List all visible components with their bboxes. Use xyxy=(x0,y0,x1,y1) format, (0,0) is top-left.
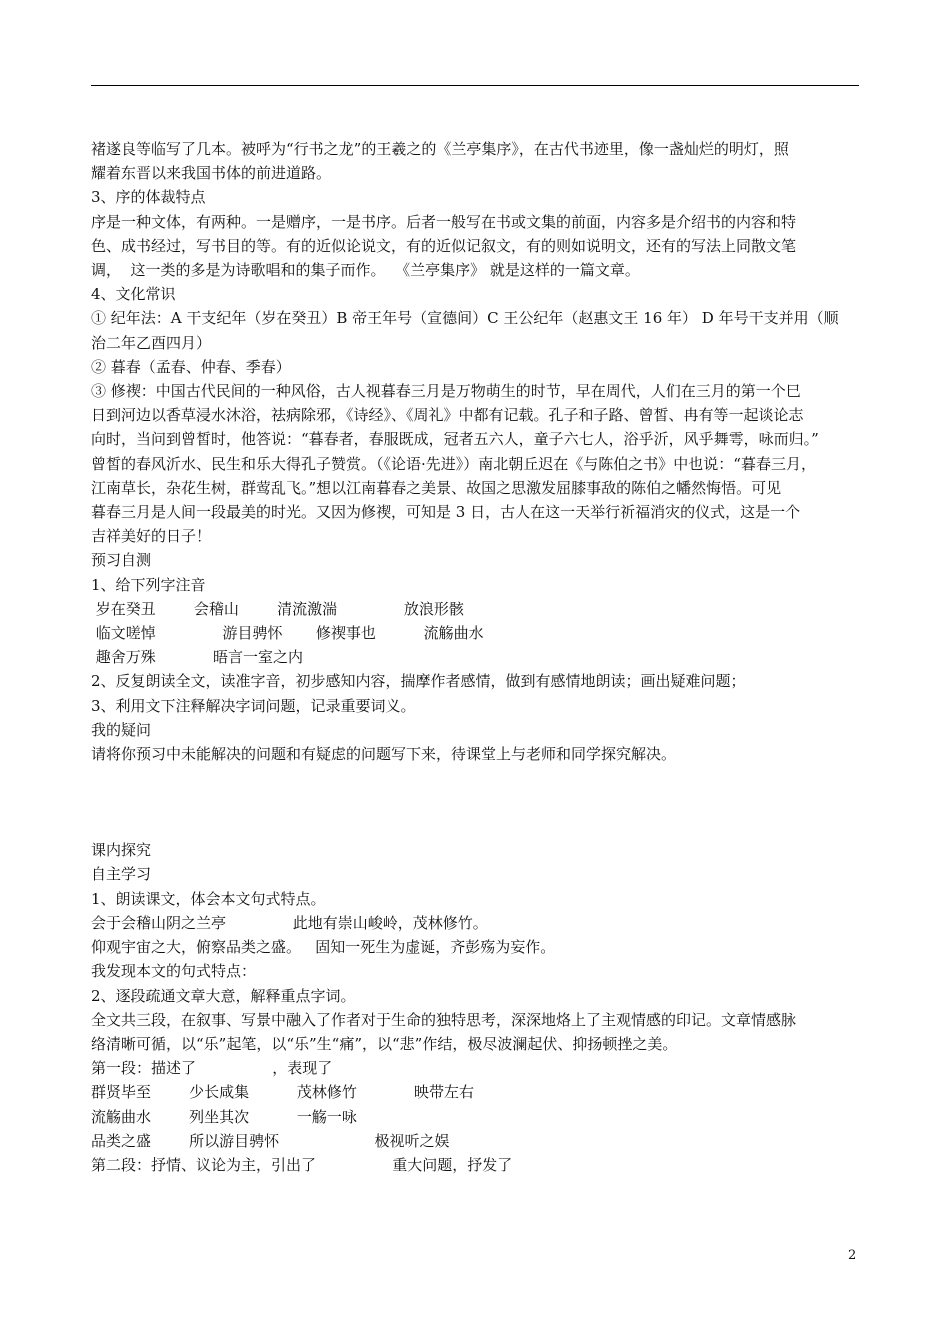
text-line: 曾皙的春风沂水、民生和乐大得孔子赞赏。（《论语·先进》）南北朝丘迟在《与陈伯之书》中也说：“暮春三月， xyxy=(91,454,816,473)
text-line: 江南草长，杂花生树，群莺乱飞。”想以江南暮春之美景、故国之思激发屈膝事敌的陈伯之幡然悔悟。可见 xyxy=(91,478,782,497)
text-line: 1、给下列字注音 xyxy=(91,575,206,594)
text-line: 流觞曲水 列坐其次 一觞一咏 xyxy=(91,1107,357,1126)
text-line: 3、序的体裁特点 xyxy=(91,188,206,207)
header-rule xyxy=(91,85,859,86)
text-line: ② 暮春（孟春、仲春、季春） xyxy=(91,357,291,376)
text-line: 治二年乙酉四月） xyxy=(91,333,212,352)
text-line: 日到河边以香草浸水沐浴，祛病除邪，《诗经》、《周礼》中都有记载。孔子和子路、曾皙、冉有等一起谈论志 xyxy=(91,406,804,425)
text-line: 趣舍万殊 晤言一室之内 xyxy=(91,648,303,667)
text-line: 褚遂良等临写了几本。被呼为“行书之龙”的王羲之的《兰亭集序》，在古代书迹里，像一盏灿烂的明灯，照 xyxy=(91,140,789,158)
text-line: 络清晰可循，以“乐”起笔，以“乐”生“痛”，以“悲”作结，极尽波澜起伏、抑扬顿挫之美。 xyxy=(91,1034,678,1053)
text-line: 自主学习 xyxy=(91,865,152,884)
section-gap xyxy=(91,766,863,838)
page-number: 2 xyxy=(848,1248,857,1263)
text-line: 耀着东晋以来我国书体的前进道路。 xyxy=(91,164,332,183)
text-line: 色、成书经过，写书目的等。有的近似论说文，有的近似记叙文，有的则如说明文，还有的写法上同散文笔 xyxy=(91,236,797,255)
text-line: 第一段：描述了 ，表现了 xyxy=(91,1059,333,1078)
text-line: 2、逐段疏通文章大意，解释重点字词。 xyxy=(91,986,356,1005)
text-line: 向时，当问到曾皙时，他答说：“暮春者，春服既成，冠者五六人，童子六七人，浴乎沂，风乎舞雩，咏而归。” xyxy=(91,430,819,449)
text-line: 全文共三段，在叙事、写景中融入了作者对于生命的独特思考，深深地烙上了主观情感的印记。文章情感脉 xyxy=(91,1010,797,1029)
text-line: 课内探究 xyxy=(91,841,152,860)
text-line: 群贤毕至 少长咸集 茂林修竹 映带左右 xyxy=(91,1083,475,1102)
text-line: 请将你预习中未能解决的问题和有疑虑的问题写下来，待课堂上与老师和同学探究解决。 xyxy=(91,745,677,764)
text-line: 会于会稽山阴之兰亭 此地有崇山峻岭，茂林修竹。 xyxy=(91,913,488,932)
text-line: 临文嗟悼 游目骋怀 修禊事也 流觞曲水 xyxy=(91,624,484,643)
text-line: 我的疑问 xyxy=(91,720,152,739)
text-line: ① 纪年法：A 干支纪年（岁在癸丑）B 帝王年号（宣德间）C 王公纪年（赵惠文王 16 年） D 年号干支并用（顺 xyxy=(91,309,839,328)
section-background xyxy=(91,137,863,766)
text-line: 仰观宇宙之大，俯察品类之盛。 固知一死生为虚诞，齐彭殇为妄作。 xyxy=(91,938,556,957)
document-body xyxy=(91,137,863,1177)
text-line: 2、反复朗读全文，读准字音，初步感知内容，揣摩作者感情，做到有感情地朗读；画出疑难问题； xyxy=(91,672,746,691)
text-line: 暮春三月是人间一段最美的时光。又因为修禊，可知是 3 日，古人在这一天举行祈福消灾的仪式，这是一个 xyxy=(91,503,801,522)
text-line: 吉祥美好的日子！ xyxy=(91,527,212,546)
text-line: 4、文化常识 xyxy=(91,285,176,304)
text-line: 预习自测 xyxy=(91,551,152,570)
text-line: 第二段：抒情、议论为主，引出了 重大问题，抒发了 xyxy=(91,1155,513,1174)
section-in-class-inquiry xyxy=(91,838,863,1177)
text-line: 3、利用文下注释解决字词问题，记录重要词义。 xyxy=(91,696,416,715)
text-line: 1、朗读课文，体会本文句式特点。 xyxy=(91,889,326,908)
text-line: 品类之盛 所以游目骋怀 极视听之娱 xyxy=(91,1131,450,1150)
text-line: 序是一种文体，有两种。一是赠序，一是书序。后者一般写在书或文集的前面，内容多是介绍书的内容和特 xyxy=(91,212,797,231)
text-line: ③ 修禊：中国古代民间的一种风俗，古人视暮春三月是万物萌生的时节，早在周代，人们在三月的第一个巳 xyxy=(91,382,801,401)
text-line: 我发现本文的句式特点： xyxy=(91,962,257,981)
text-line: 岁在癸丑 会稽山 清流激湍 放浪形骸 xyxy=(91,599,464,618)
text-line: 调， 这一类的多是为诗歌唱和的集子而作。 《兰亭集序》 就是这样的一篇文章。 xyxy=(91,261,640,280)
